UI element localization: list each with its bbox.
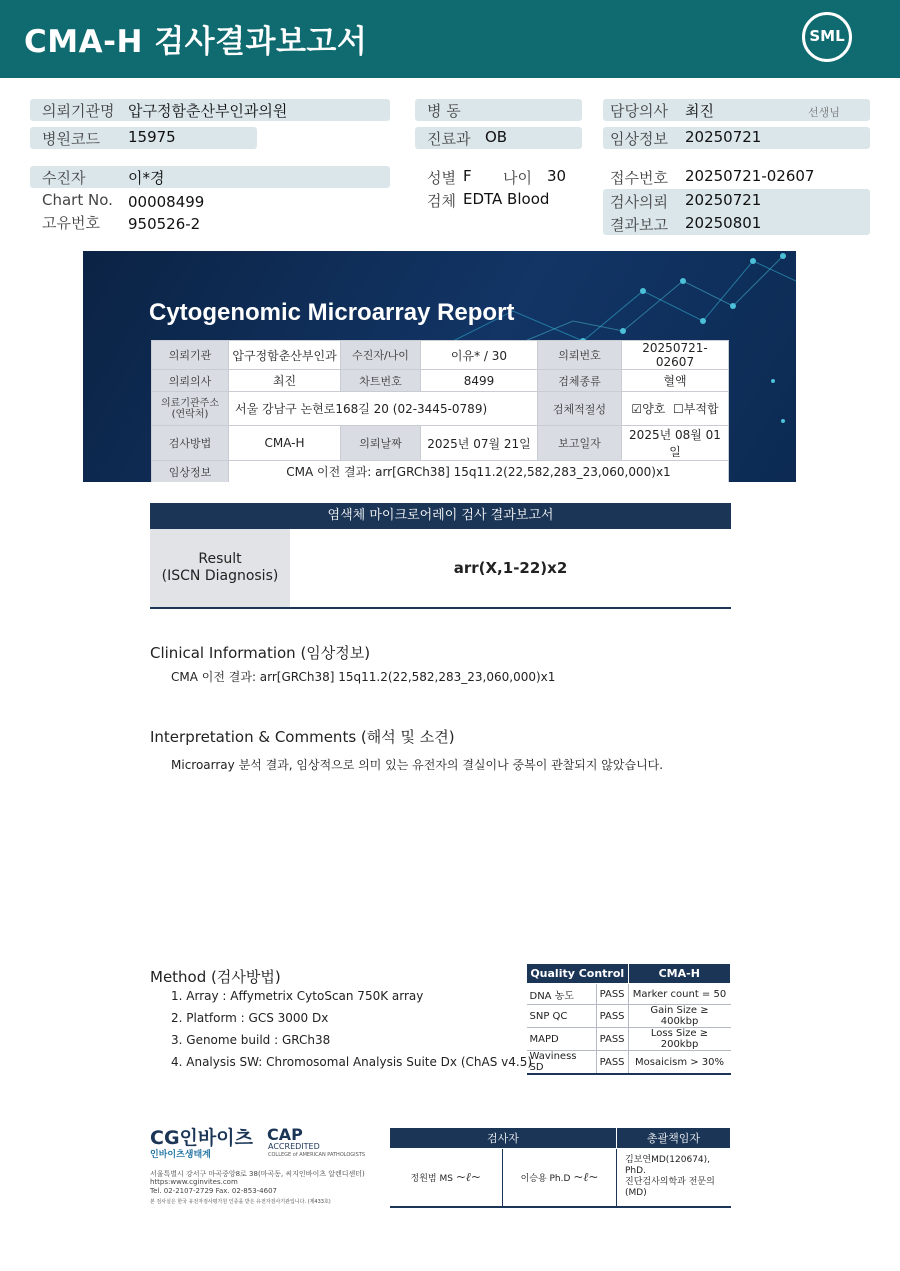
report-header: 염색체 마이크로어레이 검사 결과보고서 xyxy=(150,503,731,529)
chart-value: 00008499 xyxy=(128,193,205,211)
qc-row xyxy=(527,1051,731,1075)
request-value: 20250721 xyxy=(685,191,762,209)
institution-value: 압구정함춘산부인과의원 xyxy=(128,102,288,120)
banner-cell: 2025년 08월 01일 xyxy=(622,426,729,461)
sig-name-1: 정원범 MS xyxy=(410,1173,453,1184)
receipt-label: 접수번호 xyxy=(610,169,668,187)
banner-row xyxy=(152,426,729,461)
doctor-value: 최진 xyxy=(685,102,714,120)
banner-adequacy xyxy=(622,392,729,426)
banner-cell: 의뢰날짜 xyxy=(341,426,421,461)
age-value: 30 xyxy=(547,167,567,185)
sig-name-2: 이승용 Ph.D xyxy=(520,1173,571,1184)
banner-cell: 혈액 xyxy=(622,370,729,392)
request-label: 검사의뢰 xyxy=(610,193,668,211)
age-label: 나이 xyxy=(503,169,532,187)
signature-mark-icon: ~ℓ~ xyxy=(573,1169,599,1184)
qc-metric: Waviness SD xyxy=(527,1051,597,1075)
address-line: https:www.cginvites.com xyxy=(150,1178,238,1186)
id-value: 950526-2 xyxy=(128,215,201,233)
banner-cell: 임상정보 xyxy=(152,461,229,483)
hospital-code-value: 15975 xyxy=(128,128,176,146)
banner-cell: 최진 xyxy=(229,370,341,392)
banner-cell: 차트번호 xyxy=(341,370,421,392)
banner-cell: 20250721-02607 xyxy=(622,341,729,370)
sig-name-3a: 김보연MD(120674), PhD. xyxy=(625,1155,711,1177)
cap-accredited: ACCREDITED xyxy=(268,1142,320,1151)
chart-label: Chart No. xyxy=(42,191,113,209)
checked-box-icon: ☑ xyxy=(631,402,643,416)
sig-header-director: 총괄책임자 xyxy=(617,1128,731,1149)
qc-header-left: Quality Control xyxy=(527,964,629,984)
dept-value: OB xyxy=(485,128,508,146)
method-title: Method (검사방법) xyxy=(150,968,281,986)
unchecked-box-icon: ☐ xyxy=(673,402,684,416)
banner-cell: 보고일자 xyxy=(538,426,622,461)
banner-cell: 검사방법 xyxy=(152,426,229,461)
qc-criteria: Mosaicism > 30% xyxy=(628,1051,730,1075)
banner-cell: 2025년 07월 21일 xyxy=(421,426,538,461)
result-label-1: Result xyxy=(198,551,242,567)
banner-cell: 의뢰번호 xyxy=(538,341,622,370)
qc-metric: DNA 농도 xyxy=(527,984,597,1005)
banner-cell: 8499 xyxy=(421,370,538,392)
qc-criteria: Loss Size ≥ 200kbp xyxy=(628,1028,730,1051)
qc-criteria: Gain Size ≥ 400kbp xyxy=(628,1005,730,1028)
interp-title: Interpretation & Comments (해석 및 소견) xyxy=(150,728,455,746)
method-item: 3. Genome build : GRCh38 xyxy=(171,1033,331,1047)
qc-header-right: CMA-H xyxy=(628,964,730,984)
banner-cell: CMA-H xyxy=(229,426,341,461)
sig-header-examiner: 검사자 xyxy=(390,1128,617,1149)
banner-row xyxy=(152,392,729,426)
cap-college: COLLEGE of AMERICAN PATHOLOGISTS xyxy=(268,1152,366,1158)
result-label xyxy=(150,529,290,607)
adequacy-ok: 양호 xyxy=(642,402,666,416)
report-banner xyxy=(83,251,796,482)
cg-invites-logo: CG인바이츠 xyxy=(150,1127,253,1149)
sml-logo-icon xyxy=(802,12,852,62)
result-label-2: (ISCN Diagnosis) xyxy=(161,568,279,584)
report-value: 20250801 xyxy=(685,214,762,232)
hospital-code-label: 병원코드 xyxy=(42,130,100,148)
doctor-suffix: 선생님 xyxy=(808,106,840,119)
banner-cell: 의료기관주소 (연락처) xyxy=(152,392,229,426)
banner-title: Cytogenomic Microarray Report xyxy=(149,299,515,326)
result-row xyxy=(150,529,731,609)
method-item: 1. Array : Affymetrix CytoScan 750K array xyxy=(171,989,424,1003)
adequacy-bad: 부적합 xyxy=(683,402,719,416)
banner-clinical: CMA 이전 결과: arr[GRCh38] 15q11.2(22,582,283_23,060,000)x1 xyxy=(229,461,729,483)
address-line: 서울특별시 강서구 마곡중앙8로 38(마곡동, 씨지인바이츠 알렌디센터) xyxy=(150,1170,365,1178)
sig-header-row xyxy=(390,1128,731,1149)
report-label: 결과보고 xyxy=(610,216,668,234)
address-line: Tel. 02-2107-2729 Fax. 02-853-4607 xyxy=(150,1187,278,1195)
qc-header-row xyxy=(527,964,731,984)
banner-row xyxy=(152,370,729,392)
banner-cell: 검체종류 xyxy=(538,370,622,392)
banner-row xyxy=(152,341,729,370)
sig-name-3b: 진단검사의학과 전문의(MD) xyxy=(625,1177,715,1199)
qc-row xyxy=(527,1028,731,1051)
banner-cell: 압구정함춘산부인과 xyxy=(229,341,341,370)
sig-cell xyxy=(390,1149,503,1207)
cap-logo: CAP xyxy=(267,1125,303,1144)
result-value: arr(X,1-22)x2 xyxy=(453,559,568,577)
qc-row xyxy=(527,984,731,1005)
id-label: 고유번호 xyxy=(42,214,100,232)
banner-cell: 이유* / 30 xyxy=(421,341,538,370)
quality-control-table xyxy=(526,963,731,1075)
header-bar xyxy=(0,0,900,78)
qc-metric: SNP QC xyxy=(527,1005,597,1028)
sig-cell xyxy=(503,1149,617,1207)
patient-value: 이*경 xyxy=(128,169,165,187)
sig-cell xyxy=(617,1149,731,1207)
banner-cell: 의뢰기관 xyxy=(152,341,229,370)
qc-status: PASS xyxy=(596,1005,628,1028)
qc-status: PASS xyxy=(596,1051,628,1075)
receipt-value: 20250721-02607 xyxy=(685,167,815,185)
specimen-value: EDTA Blood xyxy=(463,190,550,208)
sex-label: 성별 xyxy=(427,169,456,187)
clinical-text: CMA 이전 결과: arr[GRCh38] 15q11.2(22,582,283_23,060,000)x1 xyxy=(171,670,556,684)
sig-row xyxy=(390,1149,731,1207)
banner-cell: 의뢰의사 xyxy=(152,370,229,392)
page-title: CMA-H 검사결과보고서 xyxy=(24,24,368,60)
signature-table xyxy=(389,1127,731,1208)
patient-label: 수진자 xyxy=(42,169,86,187)
doctor-label: 담당의사 xyxy=(610,102,668,120)
address-line: 본 검사실은 한국 유전자검사평가원 인증을 받은 유전자검사기관입니다. (제433호) xyxy=(150,1199,331,1205)
sml-logo-text: SML xyxy=(809,27,845,45)
clinical-label: 임상정보 xyxy=(610,130,668,148)
sex-value: F xyxy=(463,167,472,185)
signature-mark-icon: ~ℓ~ xyxy=(455,1169,481,1184)
clinical-title: Clinical Information (임상정보) xyxy=(150,644,371,662)
banner-row xyxy=(152,461,729,483)
clinical-value: 20250721 xyxy=(685,128,762,146)
banner-info-table xyxy=(151,340,729,482)
banner-address: 서울 강남구 논현로168길 20 (02-3445-0789) xyxy=(229,392,538,426)
banner-cell: 수진자/나이 xyxy=(341,341,421,370)
qc-criteria: Marker count = 50 xyxy=(628,984,730,1005)
banner-cell: 검체적절성 xyxy=(538,392,622,426)
dept-label: 진료과 xyxy=(427,130,471,148)
qc-metric: MAPD xyxy=(527,1028,597,1051)
specimen-label: 검체 xyxy=(427,192,456,210)
qc-status: PASS xyxy=(596,1028,628,1051)
ward-label: 병 동 xyxy=(427,102,461,120)
institution-label: 의뢰기관명 xyxy=(42,102,115,120)
qc-row xyxy=(527,1005,731,1028)
qc-status: PASS xyxy=(596,984,628,1005)
interp-text: Microarray 분석 결과, 임상적으로 의미 있는 유전자의 결실이나 중복이 관찰되지 않았습니다. xyxy=(171,758,664,772)
cg-invites-sub: 인바이츠생태계 xyxy=(150,1150,211,1160)
method-item: 2. Platform : GCS 3000 Dx xyxy=(171,1011,329,1025)
method-item: 4. Analysis SW: Chromosomal Analysis Suite Dx (ChAS v4.5) xyxy=(171,1055,533,1069)
